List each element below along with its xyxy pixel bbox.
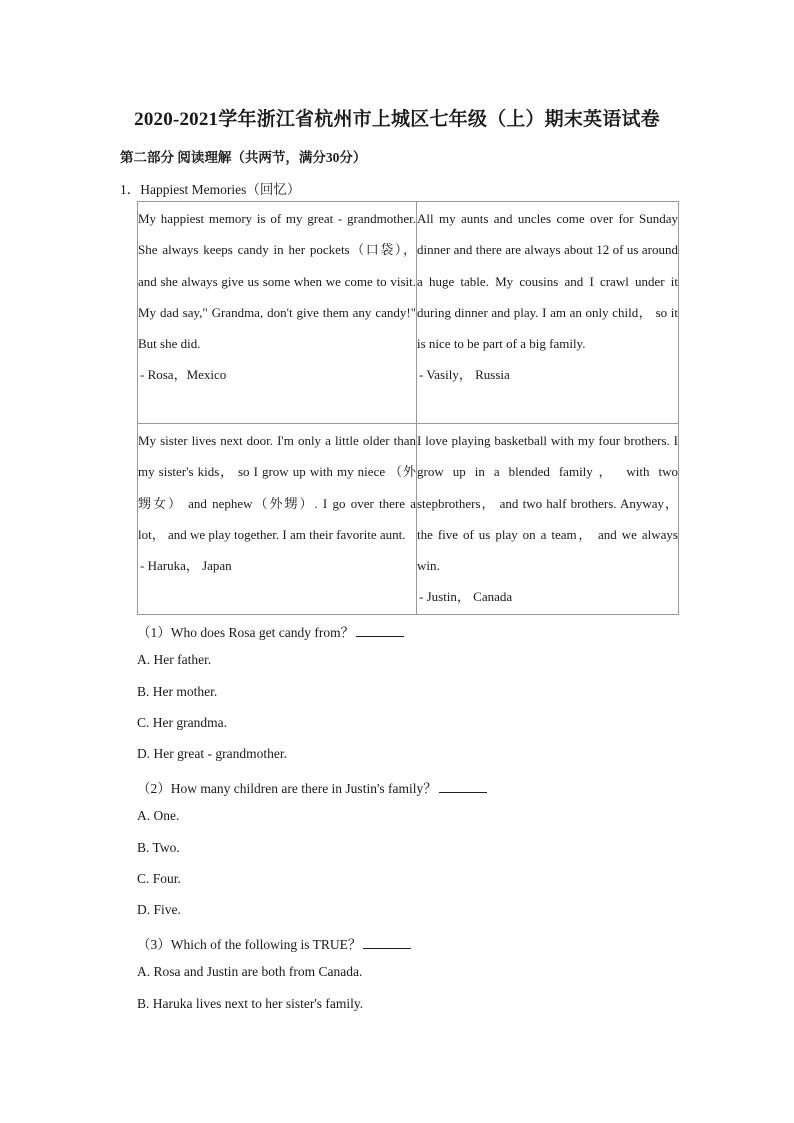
passage-text: My sister lives next door. I'm only a little older than my sister's kids， so I grow up with my niece （外甥女） and nephew（外甥）. I go over there a lot， and we play together. I am their favorite aunt.	[138, 433, 416, 542]
passage-cell-vasily	[417, 202, 679, 424]
passage-cell-rosa	[138, 202, 417, 424]
question-stem	[137, 933, 411, 953]
passage-signature: - Vasily， Russia	[419, 367, 510, 383]
question-stem	[137, 777, 487, 797]
table-row	[138, 424, 679, 615]
option-b: B. Two.	[137, 840, 180, 855]
passage-text: All my aunts and uncles come over for Sunday dinner and there are always about 12 of us around a huge table. My cousins and I crawl under it during dinner and play. I am an only child， so it is nice to be part of a big family.	[417, 211, 678, 352]
option-b: B. Haruka lives next to her sister's family.	[137, 996, 364, 1011]
answer-blank[interactable]	[356, 622, 404, 637]
answer-blank[interactable]	[363, 934, 411, 949]
question-stem	[137, 621, 404, 641]
passage-cell-justin	[417, 424, 679, 615]
option-d: D. Five.	[137, 902, 181, 917]
passage-signature: - Rosa，Mexico	[140, 367, 227, 383]
passage-text: I love playing basketball with my four brothers. I grow up in a blended family， with two stepbrothers， and two half brothers. Anyway， the five of us play on a team， and we always win.	[417, 433, 678, 574]
option-a: A. One.	[137, 808, 180, 823]
passage-signature: - Justin， Canada	[419, 589, 513, 605]
question-heading: 1．Happiest Memories（回忆）	[120, 182, 301, 197]
option-d: D. Her great - grandmother.	[137, 746, 287, 761]
passage-signature: - Haruka， Japan	[140, 558, 232, 574]
answer-blank[interactable]	[439, 778, 487, 793]
section-title: 第二部分 阅读理解（共两节，满分30分）	[120, 150, 367, 165]
option-c: C. Four.	[137, 871, 181, 886]
passage-cell-haruka	[138, 424, 417, 615]
passage-table	[137, 201, 679, 615]
page-title: 2020-2021学年浙江省杭州市上城区七年级（上）期末英语试卷	[134, 109, 660, 130]
option-b: B. Her mother.	[137, 684, 218, 699]
question-stem-text: （2）How many children are there in Justin's family？	[137, 781, 437, 796]
option-c: C. Her grandma.	[137, 715, 227, 730]
option-a: A. Rosa and Justin are both from Canada.	[137, 964, 363, 979]
question-stem-text: （3）Which of the following is TRUE？	[137, 937, 362, 952]
option-a: A. Her father.	[137, 652, 212, 667]
passage-text: My happiest memory is of my great - grandmother. She always keeps candy in her pockets（口袋），and she always give us some when we come to visit. My dad say," Grandma, don't give them any candy!" But she did.	[138, 211, 416, 352]
question-stem-text: （1）Who does Rosa get candy from？	[137, 625, 355, 640]
table-row	[138, 202, 679, 424]
